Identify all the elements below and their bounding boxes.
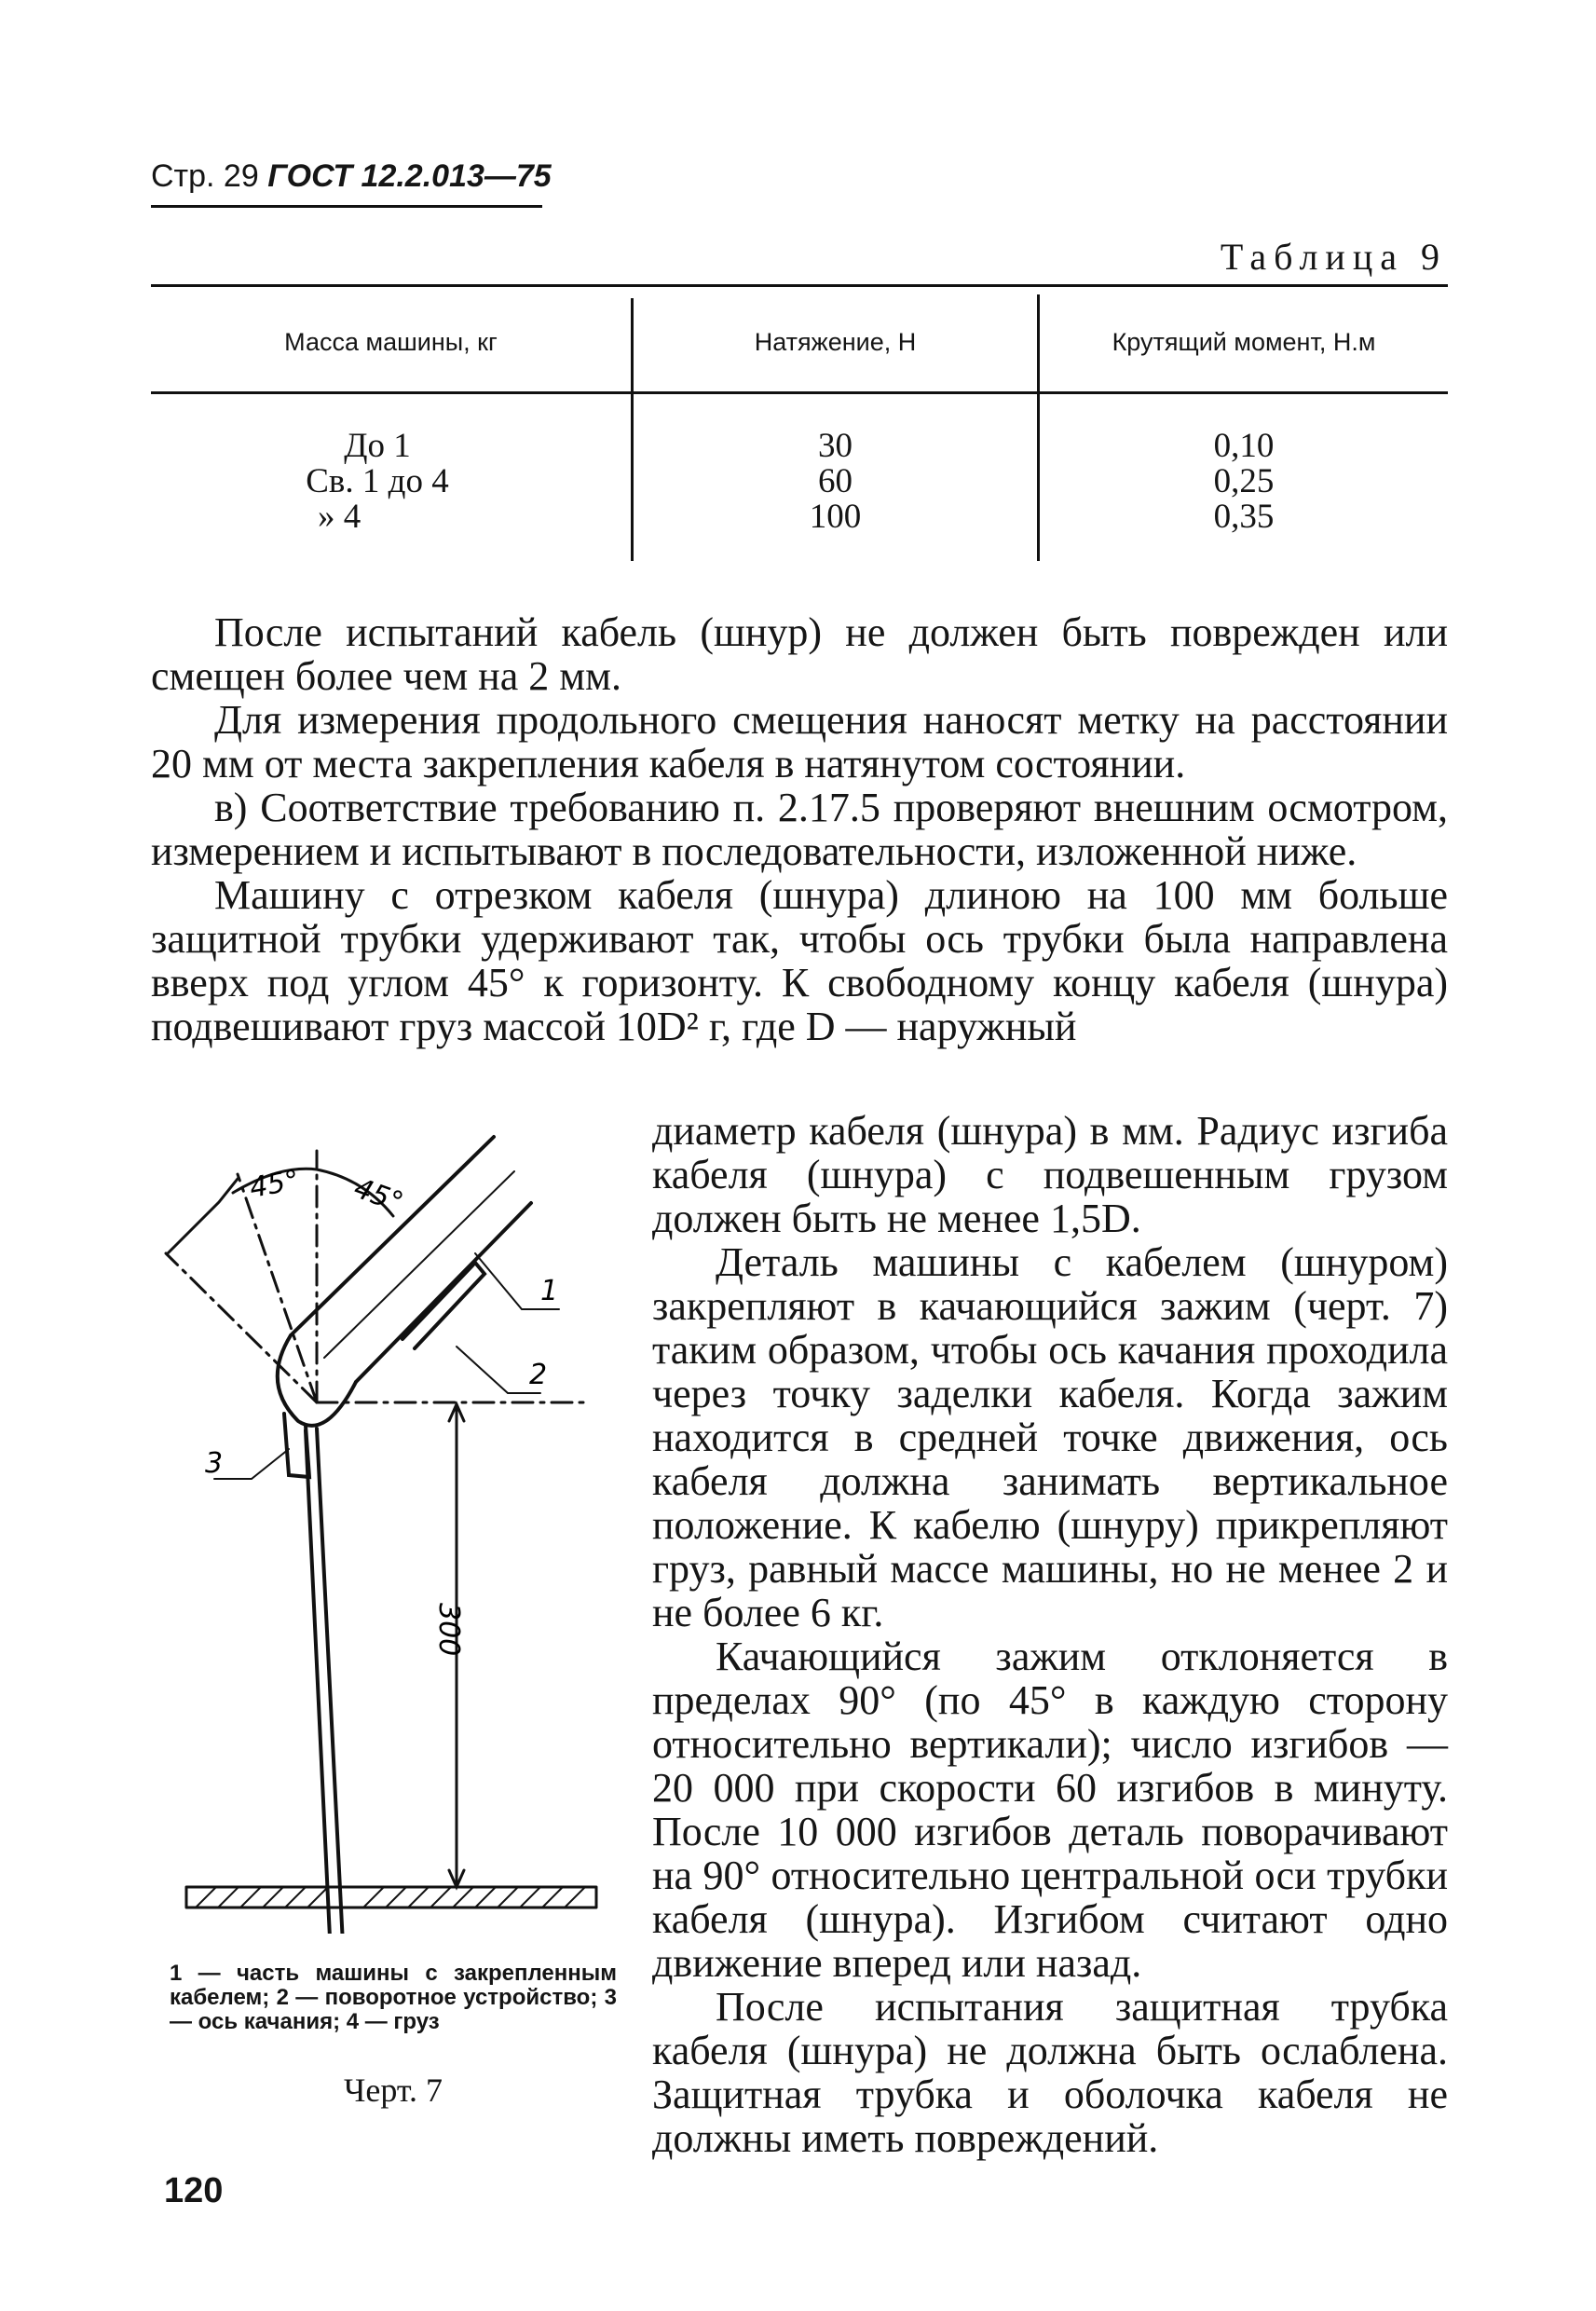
- table-cell: » 4: [318, 498, 361, 536]
- body-text-top: [151, 610, 1448, 1048]
- header-underline: [151, 205, 542, 208]
- figure-drawing: [149, 1114, 634, 1934]
- page-ref: Стр. 29: [151, 158, 259, 194]
- figure-title: Черт. 7: [344, 2072, 443, 2109]
- col-header-torque: Крутящий момент, Н.м: [1112, 328, 1376, 356]
- angle-label-right: 45°: [349, 1171, 408, 1220]
- figure-caption: 1 — часть машины с закрепленным кабелем; 2 — поворотное устройство; 3 — ось качания; 4 — груз: [170, 1961, 617, 2034]
- standard-number: ГОСТ 12.2.013—75: [267, 158, 552, 194]
- col-mass-values: [293, 429, 461, 535]
- floor-plate: [186, 1887, 596, 1908]
- table-cell: 0,10: [1213, 427, 1275, 465]
- table-cell: До 1: [344, 427, 411, 465]
- table-cell: 0,25: [1213, 462, 1275, 500]
- page-header: [151, 158, 552, 195]
- dimension-label: 300: [432, 1603, 465, 1657]
- angle-bracket: [168, 1179, 238, 1253]
- table-cell: 60: [818, 462, 853, 500]
- paragraph: диаметр кабеля (шнура) в мм. Радиус изгиба кабеля (шнура) с подвешенным грузом должен быть не менее 1,5D.: [652, 1108, 1448, 1241]
- paragraph: Качающийся зажим отклоняется в пределах 90° (по 45° в каждую сторону относительно вертикали); число изгибов — 20 000 при скорости 60 изгибов в минуту. После 10 000 изгибов деталь поворачивают на 90° относительно центральной оси трубки кабеля (шнура). Изгибом считают одно движение вперед или назад.: [652, 1634, 1448, 1986]
- col-header-mass: Масса машины, кг: [284, 328, 498, 356]
- construction-line: [166, 1253, 317, 1402]
- page-number: 120: [164, 2171, 224, 2210]
- table-cell: 0,35: [1213, 498, 1275, 536]
- cable: [306, 1429, 348, 1934]
- paragraph: После испытаний кабель (шнур) не должен быть поврежден или смещен более чем на 2 мм.: [151, 609, 1448, 699]
- label-2: 2: [529, 1359, 548, 1391]
- table-caption: Таблица 9: [1220, 236, 1447, 278]
- label-3: 3: [205, 1447, 224, 1480]
- leader-3: [214, 1449, 289, 1479]
- paragraph: После испытания защитная трубка кабеля (шнура) не должна быть ослаблена. Защитная трубка и оболочка кабеля не должны иметь повреждений.: [652, 1984, 1448, 2161]
- floor-hatching: [196, 1887, 585, 1908]
- label-1: 1: [540, 1275, 559, 1307]
- table-top-rule: [151, 284, 1448, 287]
- body-text-right: [652, 1109, 1448, 2160]
- angle-label-left: 45°: [247, 1164, 302, 1205]
- table-header-rule: [151, 391, 1448, 394]
- tube-outline: [291, 1137, 531, 1382]
- paragraph: Для измерения продольного смещения наносят метку на расстоянии 20 мм от места закрепления кабеля в натянутом состоянии.: [151, 697, 1448, 786]
- paragraph: в) Соответствие требованию п. 2.17.5 проверяют внешним осмотром, измерением и испытывают в последовательности, изложенной ниже.: [151, 785, 1448, 874]
- table-cell: Св. 1 до 4: [306, 462, 449, 500]
- paragraph: Деталь машины с кабелем (шнуром) закрепляют в качающийся зажим (черт. 7) таким образом, чтобы ось качания проходила через точку заделки кабеля. Когда зажим находится в средней точке движения, ось кабеля должна занимать вертикальное положение. К кабелю (шнуру) прикрепляют груз, равный массе машины, но не менее 2 и не более 6 кг.: [652, 1239, 1448, 1635]
- col-header-tension: Натяжение, Н: [754, 328, 917, 356]
- paragraph: Машину с отрезком кабеля (шнура) длиною на 100 мм больше защитной трубки удерживают так, чтобы ось трубки была направлена вверх под углом 45° к горизонту. К свободному концу кабеля (шнура) подвешивают груз массой 10D² г, где D — наружный: [151, 872, 1448, 1049]
- col-tension-values: [634, 429, 1037, 535]
- leader-2: [457, 1347, 540, 1393]
- table-cell: 100: [809, 498, 862, 536]
- col-torque-values: [1040, 429, 1448, 535]
- pivot-device: [402, 1263, 484, 1348]
- table-cell: 30: [818, 427, 853, 465]
